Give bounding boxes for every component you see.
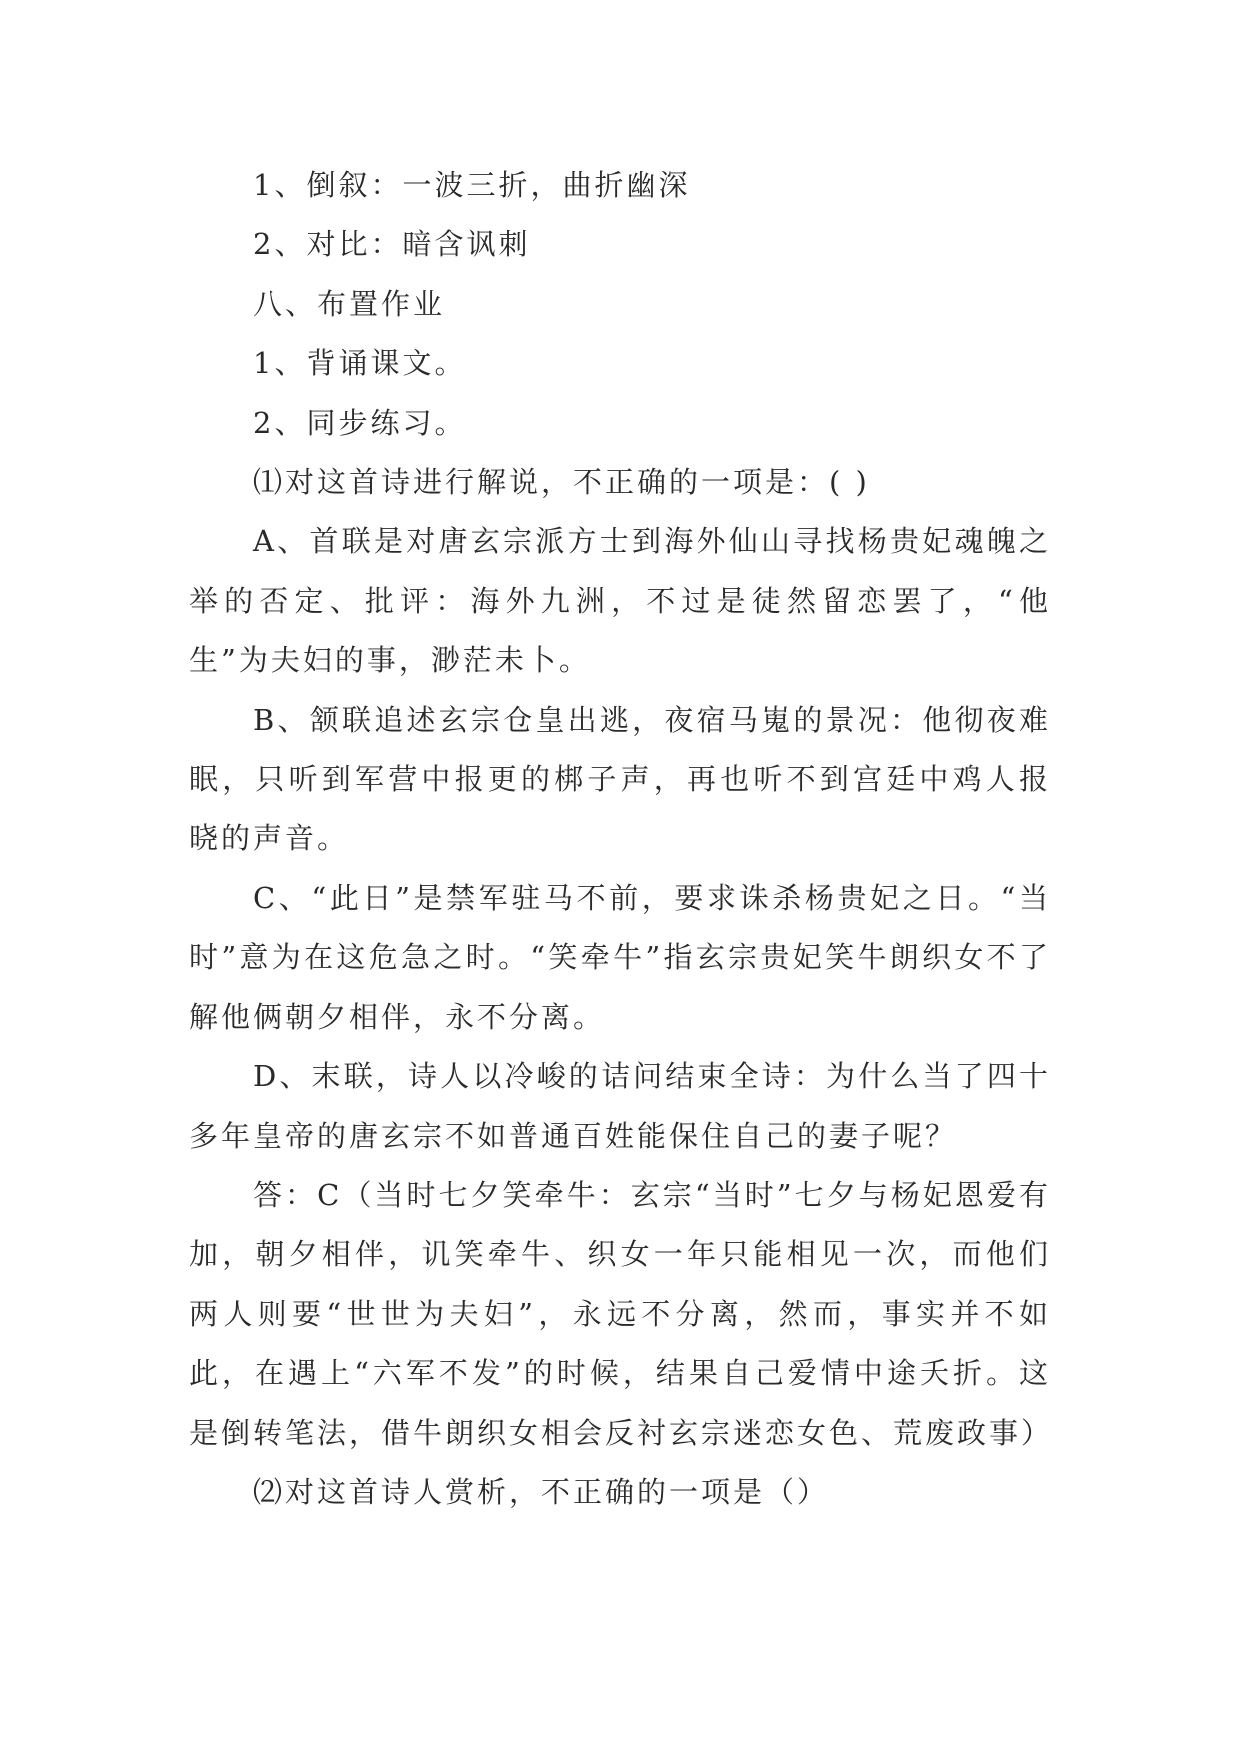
option-a: A、首联是对唐玄宗派方士到海外仙山寻找杨贵妃魂魄之举的否定、批评：海外九洲，不过是徒然留恋罢了，“他生”为夫妇的事，渺茫未卜。 (189, 524, 1051, 678)
answer-1: 答：C（当时七夕笑牵牛：玄宗“当时”七夕与杨妃恩爱有加，朝夕相伴，讥笑牵牛、织女一年只能相见一次，而他们两人则要“世世为夫妇”，永远不分离，然而，事实并不如此，在遇上“六军不发”的时候，结果自己爱情中途夭折。这是倒转笔法，借牛朗织女相会反衬玄宗迷恋女色、荒废政事） (189, 1177, 1054, 1450)
option-d: D、末联，诗人以冷峻的诘问结束全诗：为什么当了四十多年皇帝的唐玄宗不如普通百姓能保住自己的妻子呢？ (189, 1059, 1051, 1153)
option-b: B、颔联追述玄宗仓皇出逃，夜宿马嵬的景况：他彻夜难眠，只听到军营中报更的梆子声，再也听不到宫廷中鸡人报晓的声音。 (189, 702, 1051, 856)
document-body (189, 156, 1054, 1522)
question-2: ⑵对这首诗人赏析，不正确的一项是（） (253, 1474, 830, 1509)
paragraph-homework-practice: 2、同步练习。 (253, 405, 467, 440)
paragraph-structure-flashback: 1、倒叙：一波三折，曲折幽深 (253, 168, 691, 202)
option-c: C、“此日”是禁军驻马不前，要求诛杀杨贵妃之日。“当时”意为在这危急之时。“笑牵牛”指玄宗贵妃笑牛朗织女不了解他俩朝夕相伴，永不分离。 (189, 880, 1051, 1034)
question-1: ⑴对这首诗进行解说，不正确的一项是：( ) (253, 465, 870, 500)
paragraph-structure-contrast: 2、对比：暗含讽刺 (253, 227, 531, 262)
section-heading-homework: 八、布置作业 (253, 286, 446, 321)
paragraph-homework-recite: 1、背诵课文。 (253, 346, 467, 381)
